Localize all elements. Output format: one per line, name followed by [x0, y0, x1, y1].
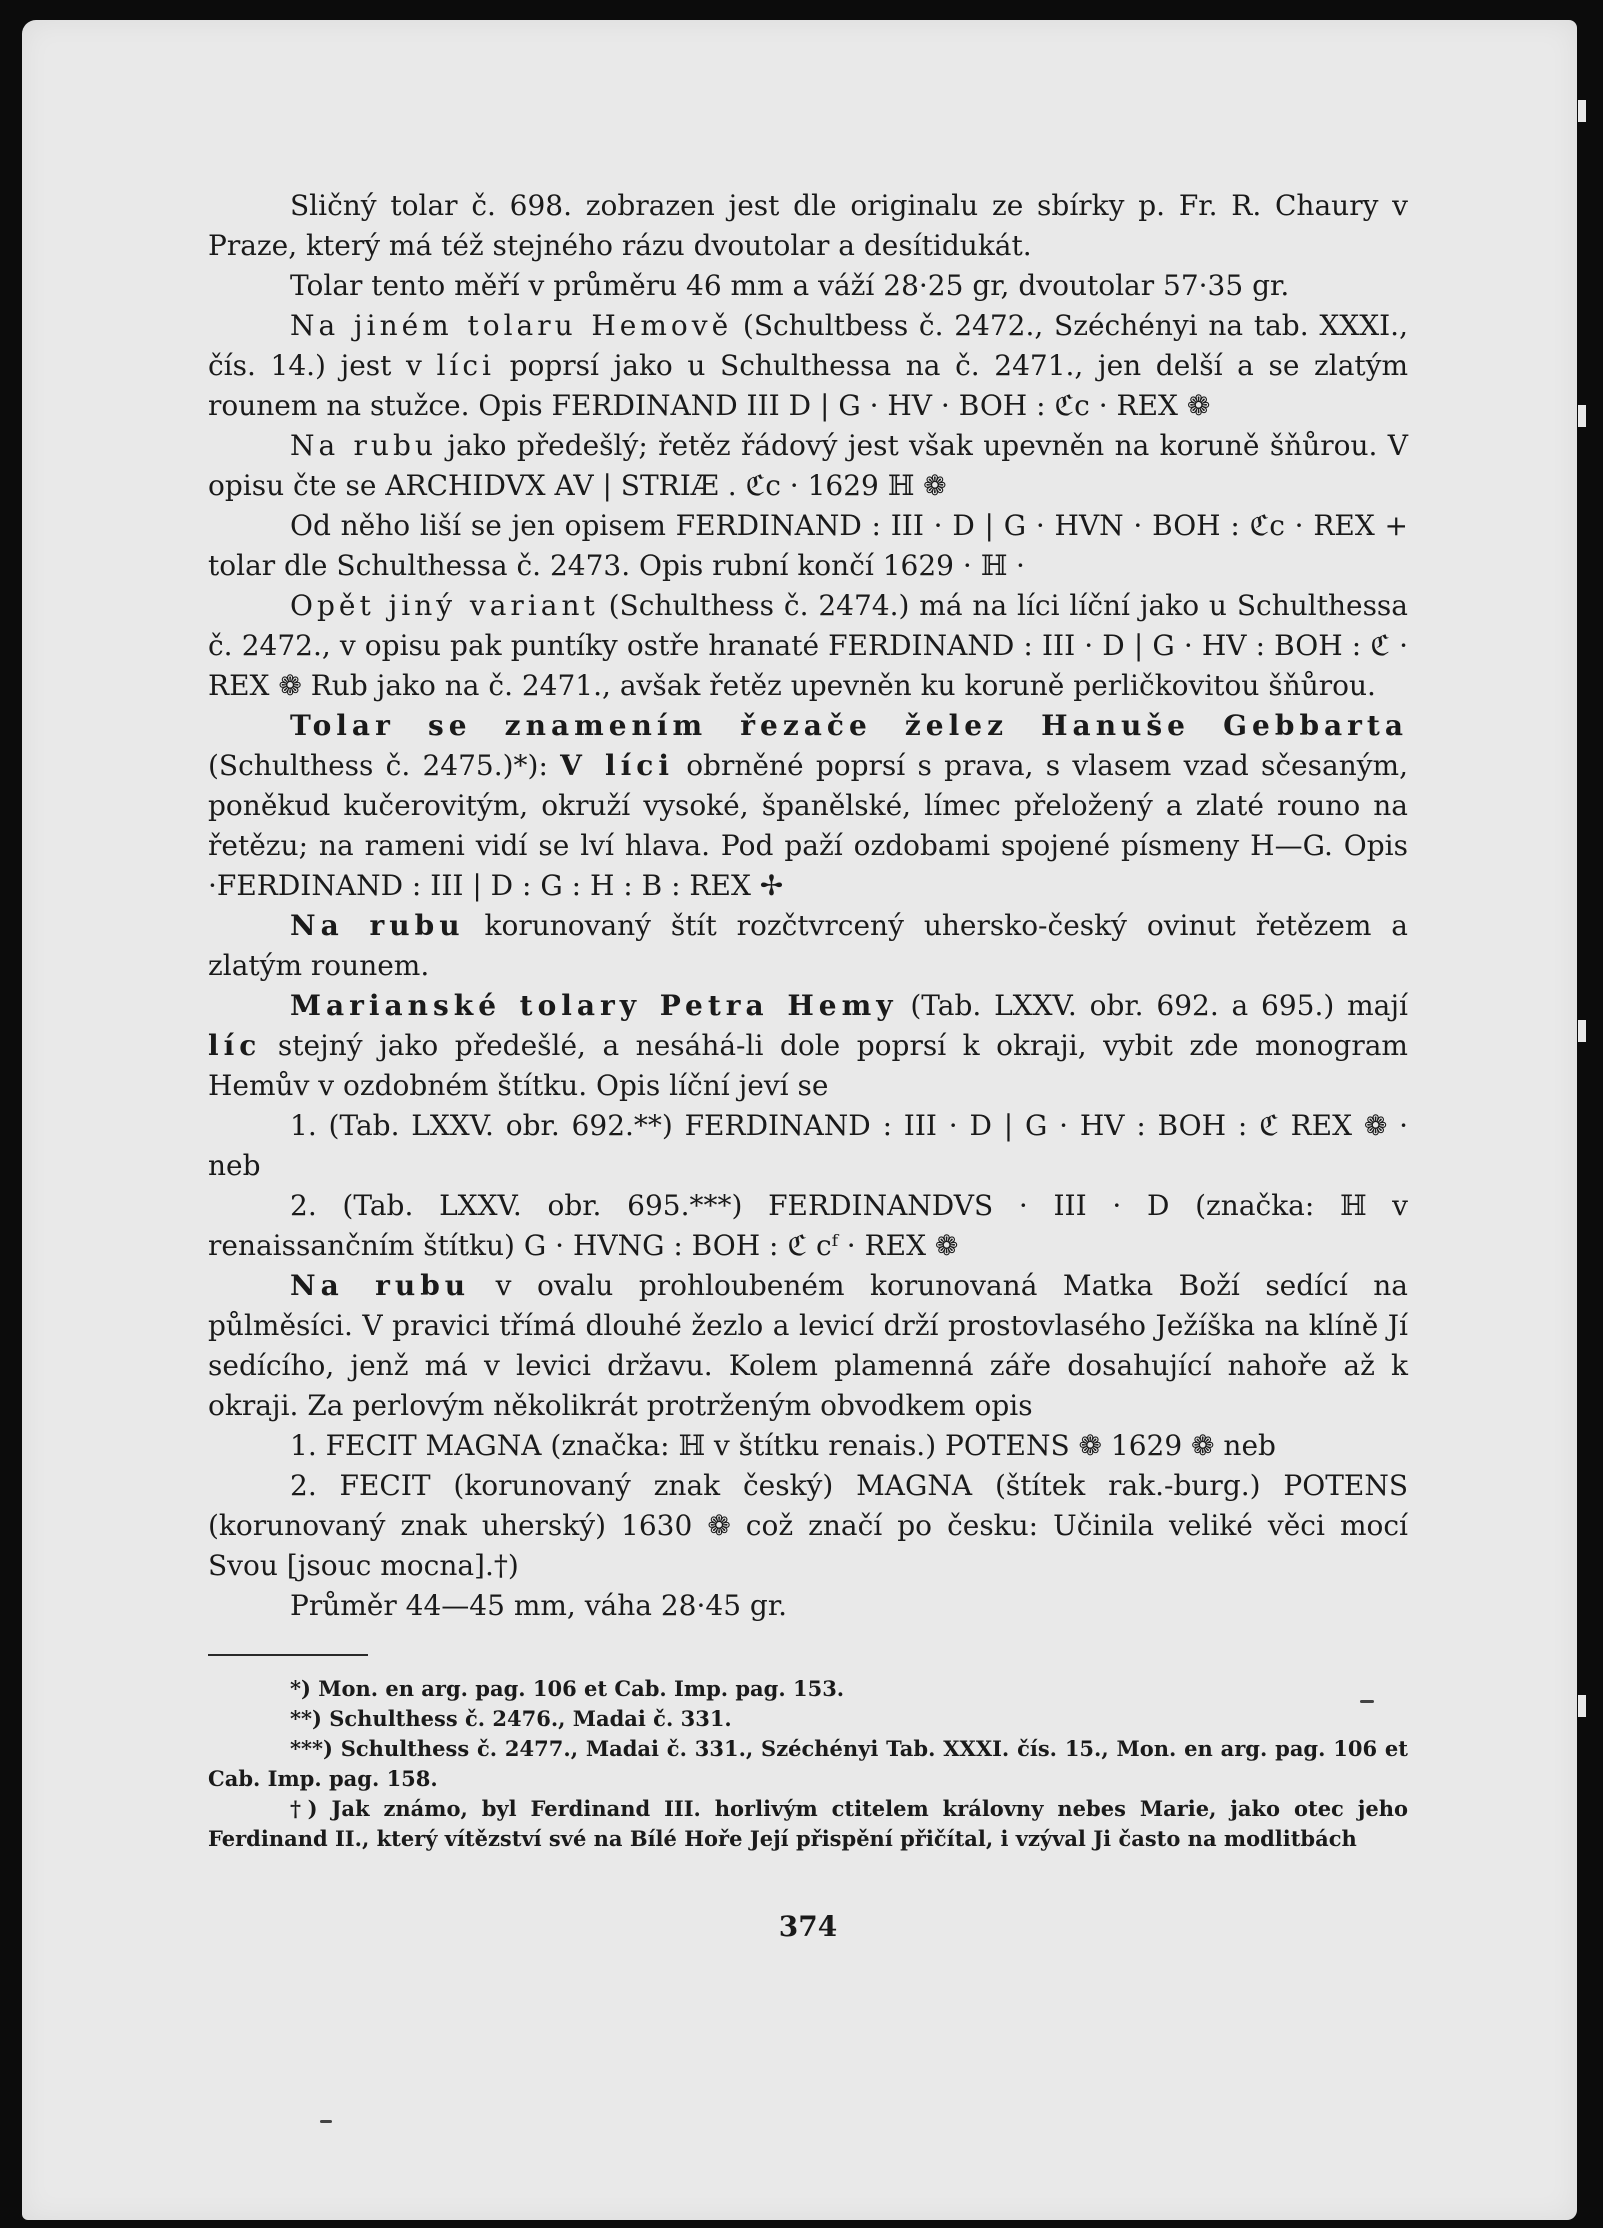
- text-run: V líci: [560, 749, 674, 782]
- page-content: [208, 186, 1409, 1943]
- footnote-rule: [208, 1654, 368, 1656]
- page-number: 374: [778, 1910, 838, 1943]
- edge-mark: [1578, 1020, 1586, 1042]
- text-run: korunovaný štít rozčtvrcený uhersko-český ovinut řetězem a zlatým rounem.: [208, 909, 1408, 982]
- text-run: Tolar tento měří v průměru 46 mm a váží 28·25 gr, dvoutolar 57·35 gr.: [290, 269, 1290, 302]
- paragraph-p8: [208, 906, 1408, 986]
- paragraph-p14: [208, 1466, 1408, 1586]
- scan-speck: [320, 2120, 332, 2123]
- text-run: (Tab. LXXV. obr. 692. a 695.) mají: [897, 989, 1409, 1022]
- footnote-f2: **) Schulthess č. 2476., Madai č. 331.: [290, 1706, 732, 1731]
- text-run: jako předešlý; řetěz řádový jest však upevněn na koruně šňůrou. V opisu čte se ARCHIDVX AV | STRIÆ . ℭc · 1629 ℍ ❁: [208, 429, 1409, 502]
- paragraph-p11: [208, 1186, 1408, 1266]
- footnote-f4: †) Jak známo, byl Ferdinand III. horlivým ctitelem královny nebes Marie, jako otec jeho Ferdinand II., který vítězství své na Bílé Hoře Její přispění přičítal, i vzýval Ji často na modlitbách: [208, 1796, 1408, 1851]
- edge-mark: [1578, 405, 1586, 427]
- text-run: Opět jiný variant: [290, 589, 599, 622]
- paragraph-p7: [208, 706, 1408, 906]
- text-run: (Schulthess č. 2475.)*):: [208, 749, 561, 782]
- text-run: líci: [436, 349, 495, 382]
- text-run: 2. (Tab. LXXV. obr. 695.***) FERDINANDVS · III · D (značka: ℍ v renaissančním štítku) G · HVNG : BOH : ℭ cᶠ · REX ❁: [208, 1189, 1408, 1262]
- text-run: (Schultbess č. 2472., Széchényi na tab. XXXI., čís. 14.) jest v: [208, 309, 1408, 382]
- text-run: obrněné poprsí s prava, s vlasem vzad sčesaným, poněkud kučerovitým, okruží vysoké, španělské, límec přeložený a zlaté rouno na řetězu; na rameni vidí se lví hlava. Pod paží ozdobami spojené písmeny H—G. Opis ·FERDINAND : III | D : G : H : B : REX ✢: [208, 749, 1408, 902]
- text-run: Marianské tolary Petra Hemy: [290, 989, 898, 1022]
- text-run: Na rubu: [290, 429, 437, 462]
- text-run: líc: [208, 1029, 262, 1062]
- paragraph-p5: [208, 506, 1408, 586]
- text-run: Tolar se znamením řezače želez Hanuše Gebbarta: [290, 709, 1408, 742]
- text-run: 2. FECIT (korunovaný znak český) MAGNA (štítek rak.-burg.) POTENS (korunovaný znak uherský) 1630 ❁ což značí po česku: Učinila veliké věci mocí Svou [jsouc mocna].†): [208, 1469, 1408, 1582]
- body-text: [208, 186, 1408, 1626]
- paragraph-p15: [208, 1586, 1408, 1626]
- text-run: Na jiném tolaru Hemově: [290, 309, 733, 342]
- paragraph-p1: [208, 186, 1408, 266]
- paragraph-p6: [208, 586, 1408, 706]
- footnote-f3: ***) Schulthess č. 2477., Madai č. 331., Széchényi Tab. XXXI. čís. 15., Mon. en arg. pag. 106 et Cab. Imp. pag. 158.: [208, 1736, 1408, 1791]
- paragraph-p13: [208, 1426, 1408, 1466]
- edge-mark: [1578, 100, 1586, 122]
- text-run: Od něho liší se jen opisem FERDINAND : III · D | G · HVN · BOH : ℭc · REX + tolar dle Schulthessa č. 2473. Opis rubní končí 1629 · ℍ ·: [208, 509, 1408, 582]
- text-run: 1. FECIT MAGNA (značka: ℍ v štítku renais.) POTENS ❁ 1629 ❁ neb: [290, 1429, 1276, 1462]
- text-run: v ovalu prohloubeném korunovaná Matka Boží sedící na půlměsíci. V pravici třímá dlouhé žezlo a levicí drží prostovlasého Ježíška na klíně Jí sedícího, jenž má v levici državu. Kolem plamenná záře dosahující nahoře až k okraji. Za perlovým několikrát protrženým obvodkem opis: [208, 1269, 1409, 1422]
- paragraph-p3: [208, 306, 1408, 426]
- text-run: Na rubu: [290, 1269, 471, 1302]
- footnotes: [208, 1674, 1408, 1854]
- text-run: Na rubu: [290, 909, 465, 942]
- text-run: poprsí jako u Schulthessa na č. 2471., jen delší a se zlatým rounem na stužce. Opis FERDINAND III D | G · HV · BOH : ℭc · REX ❁: [208, 349, 1409, 422]
- edge-mark: [1578, 1695, 1586, 1717]
- paragraph-p9: [208, 986, 1408, 1106]
- text-run: stejný jako předešlé, a nesáhá-li dole poprsí k okraji, vybit zde monogram Hemův v ozdobném štítku. Opis líční jeví se: [208, 1029, 1408, 1102]
- text-run: Průměr 44—45 mm, váha 28·45 gr.: [290, 1589, 788, 1622]
- paragraph-p2: [208, 266, 1408, 306]
- text-run: (Schulthess č. 2474.) má na líci líční jako u Schulthessa č. 2472., v opisu pak puntíky ostře hranaté FERDINAND : III · D | G · HV : BOH : ℭ · REX ❁ Rub jako na č. 2471., avšak řetěz upevněn ku koruně perličkovitou šňůrou.: [208, 589, 1408, 702]
- paragraph-p10: [208, 1106, 1408, 1186]
- text-run: 1. (Tab. LXXV. obr. 692.**) FERDINAND : III · D | G · HV : BOH : ℭ REX ❁ · neb: [208, 1109, 1408, 1182]
- footnote-f1: *) Mon. en arg. pag. 106 et Cab. Imp. pag. 153.: [290, 1676, 845, 1701]
- paragraph-p4: [208, 426, 1408, 506]
- text-run: Sličný tolar č. 698. zobrazen jest dle originalu ze sbírky p. Fr. R. Chaury v Praze, který má též stejného rázu dvoutolar a desítidukát.: [208, 189, 1408, 262]
- scan-speck: [1360, 1700, 1374, 1703]
- paragraph-p12: [208, 1266, 1408, 1426]
- page-edge: [1577, 0, 1603, 2228]
